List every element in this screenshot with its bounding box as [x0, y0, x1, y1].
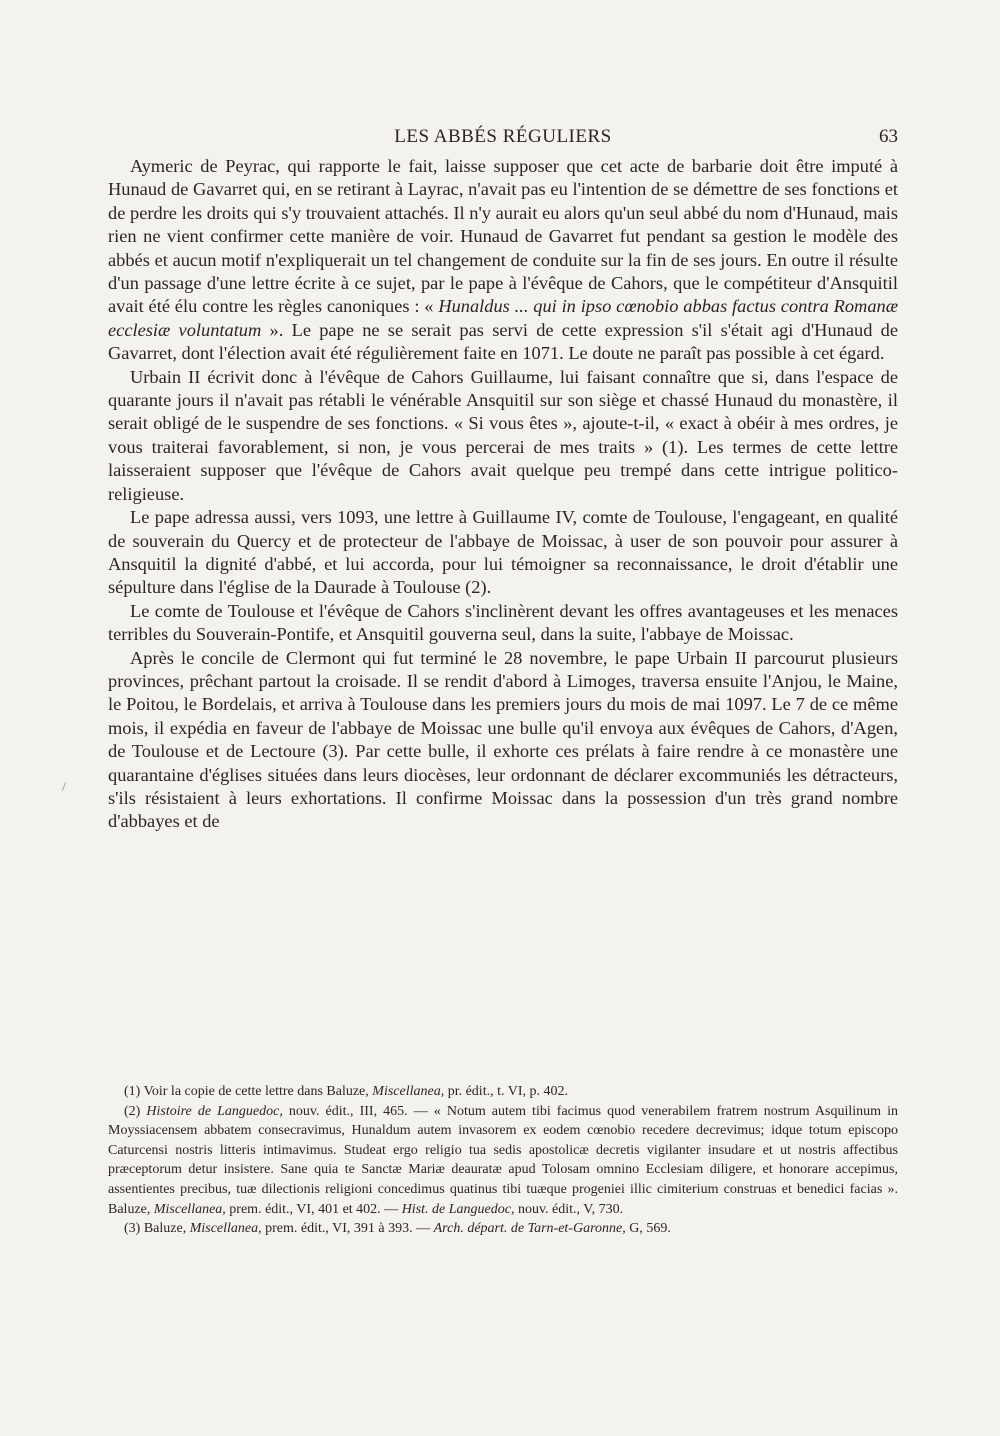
- footnote-2-title-2: Miscellanea,: [153, 1201, 226, 1217]
- footnote-3-title-1: Miscellanea,: [189, 1221, 262, 1237]
- body-text: [108, 155, 898, 834]
- footnote-3-text-a: (3) Baluze,: [124, 1221, 190, 1237]
- footnote-3-text-b: prem. édit., VI, 391 à 393. —: [261, 1221, 434, 1237]
- footnote-1-title: Miscellanea,: [372, 1084, 445, 1099]
- footnote-3-text-c: G, 569.: [625, 1221, 671, 1237]
- footnote-2-text-a: (2): [124, 1103, 147, 1119]
- footnote-2-text-c: prem. édit., VI, 401 et 402. —: [225, 1201, 402, 1217]
- footnote-1-text-b: pr. édit., t. VI, p. 402.: [444, 1084, 568, 1099]
- latin-quote: Hunaldus ... qui in ipso cœnobio abbas factus contra Romanæ ecclesiæ voluntatum: [108, 296, 898, 340]
- footnote-2-text-d: nouv. édit., V, 730.: [514, 1201, 624, 1217]
- paragraph-1-text-a: Aymeric de Peyrac, qui rapporte le fait, laisse supposer que cet acte de barbarie doit être imputé à Hunaud de Gavarret qui, en se retirant à Layrac, n'avait pas eu l'intention de se démettre de ses fonctions et de perdre les droits qui s'y trouvaient attachés. Il n'y aurait eu alors qu'un seul abbé du nom d'Hunaud, mais rien ne vient confirmer cette manière de voir. Hunaud de Gavarret fut pendant sa gestion le modèle des abbés et aucun motif n'expliquerait un tel changement de conduite sur la fin de ses jours. En outre il résulte d'un passage d'une lettre écrite à ce sujet, par le pape à l'évêque de Cahors, que le compétiteur d'Ansquitil avait été élu contre les règles canoniques : «: [108, 156, 898, 317]
- paragraph-1: [108, 155, 898, 366]
- footnote-2-title-3: Hist. de Languedoc,: [401, 1201, 515, 1217]
- paragraph-1-text-b: ». Le pape ne se serait pas servi de cette expression s'il s'était agi d'Hunaud de Gavarret, dont l'élection avait été régulièrement faite en 1071. Le doute ne paraît pas possible à cet égard.: [108, 319, 899, 364]
- footnote-1: [108, 1082, 898, 1102]
- footnote-1-text-a: (1) Voir la copie de cette lettre dans Baluze,: [124, 1084, 373, 1099]
- running-head: [108, 124, 898, 154]
- footnote-3-title-2: Arch. départ. de Tarn-et-Garonne,: [433, 1221, 626, 1237]
- paragraph-2: Urbain II écrivit donc à l'évêque de Cahors Guillaume, lui faisant connaître que si, dans l'espace de quarante jours il n'avait pas rétabli le vénérable Ansquitil sur son siège et chassé Hunaud du monastère, il serait obligé de le suspendre de ses fonctions. « Si vous êtes », ajoute-t-il, « exact à obéir à mes ordres, je vous traiterai favorablement, si non, je vous percerai de mes traits » (1). Les termes de cette lettre laisseraient supposer que l'évêque de Cahors avait quelque peu trempé dans cette intrigue politico-religieuse.: [108, 366, 898, 504]
- page-number: 63: [879, 126, 898, 147]
- margin-mark: /: [62, 780, 66, 795]
- paragraph-5: Après le concile de Clermont qui fut terminé le 28 novembre, le pape Urbain II parcourut plusieurs provinces, prêchant partout la croisade. Il se rendit d'abord à Limoges, traversa ensuite l'Anjou, le Maine, le Poitou, le Bordelais, et arriva à Toulouse dans les premiers jours du mois de mai 1097. Le 7 de ce même mois, il expédia en faveur de l'abbaye de Moissac une bulle qu'il envoya aux évêques de Cahors, d'Agen, de Toulouse et de Lectoure (3). Par cette bulle, il exhorte ces prélats à faire rendre à ce monastère une quarantaine d'églises situées dans leurs diocèses, leur ordonnant de déclarer excommuniés les détracteurs, s'ils résistaient à leurs exhortations. Il confirme Moissac dans la possession d'un très grand nombre d'abbayes et de: [108, 647, 898, 832]
- running-title: LES ABBÉS RÉGULIERS: [394, 126, 612, 147]
- paragraph-3: Le pape adressa aussi, vers 1093, une lettre à Guillaume IV, comte de Toulouse, l'engageant, en qualité de souverain du Quercy et de protecteur de l'abbaye de Moissac, à user de son pouvoir pour assurer à Ansquitil la dignité d'abbé, et lui accorda, pour lui témoigner sa reconnaissance, le droit d'établir une sépulture dans l'église de la Daurade à Toulouse (2).: [108, 507, 898, 598]
- paragraph-4: Le comte de Toulouse et l'évêque de Cahors s'inclinèrent devant les offres avantageuses et les menaces terribles du Souverain-Pontife, et Ansquitil gouverna seul, dans la suite, l'abbaye de Moissac.: [108, 600, 898, 645]
- footnote-2-title-1: Histoire de Languedoc,: [146, 1103, 283, 1119]
- footnotes: [108, 1082, 898, 1239]
- footnote-2-text-b: nouv. édit., III, 465. — « Notum autem tibi facimus quod venerabilem fratrem nostrum Asquilinum in Moyssiacensem abbatem consecravimus, Hunaldum autem invasorem ex eodem cœnobio recedere decrevimus; idque totum episcopo Caturcensi nostris litteris intimavimus. Studeat ergo religio tua sedis apostolicæ decretis vigilanter insudare et ut nostris affectibus præceptorum detur insistere. Sane quia te Sanctæ Mariæ deauratæ apud Tolosam omnino Ecclesiam diligere, et honorare accepimus, assentientes precibus, tuæ dilectionis religioni concedimus quatinus tibi tuæque progeniei illic cimiterium construas et benedici facias ». Baluze,: [108, 1103, 898, 1217]
- footnote-2: [108, 1102, 898, 1220]
- footnote-3: [108, 1219, 898, 1239]
